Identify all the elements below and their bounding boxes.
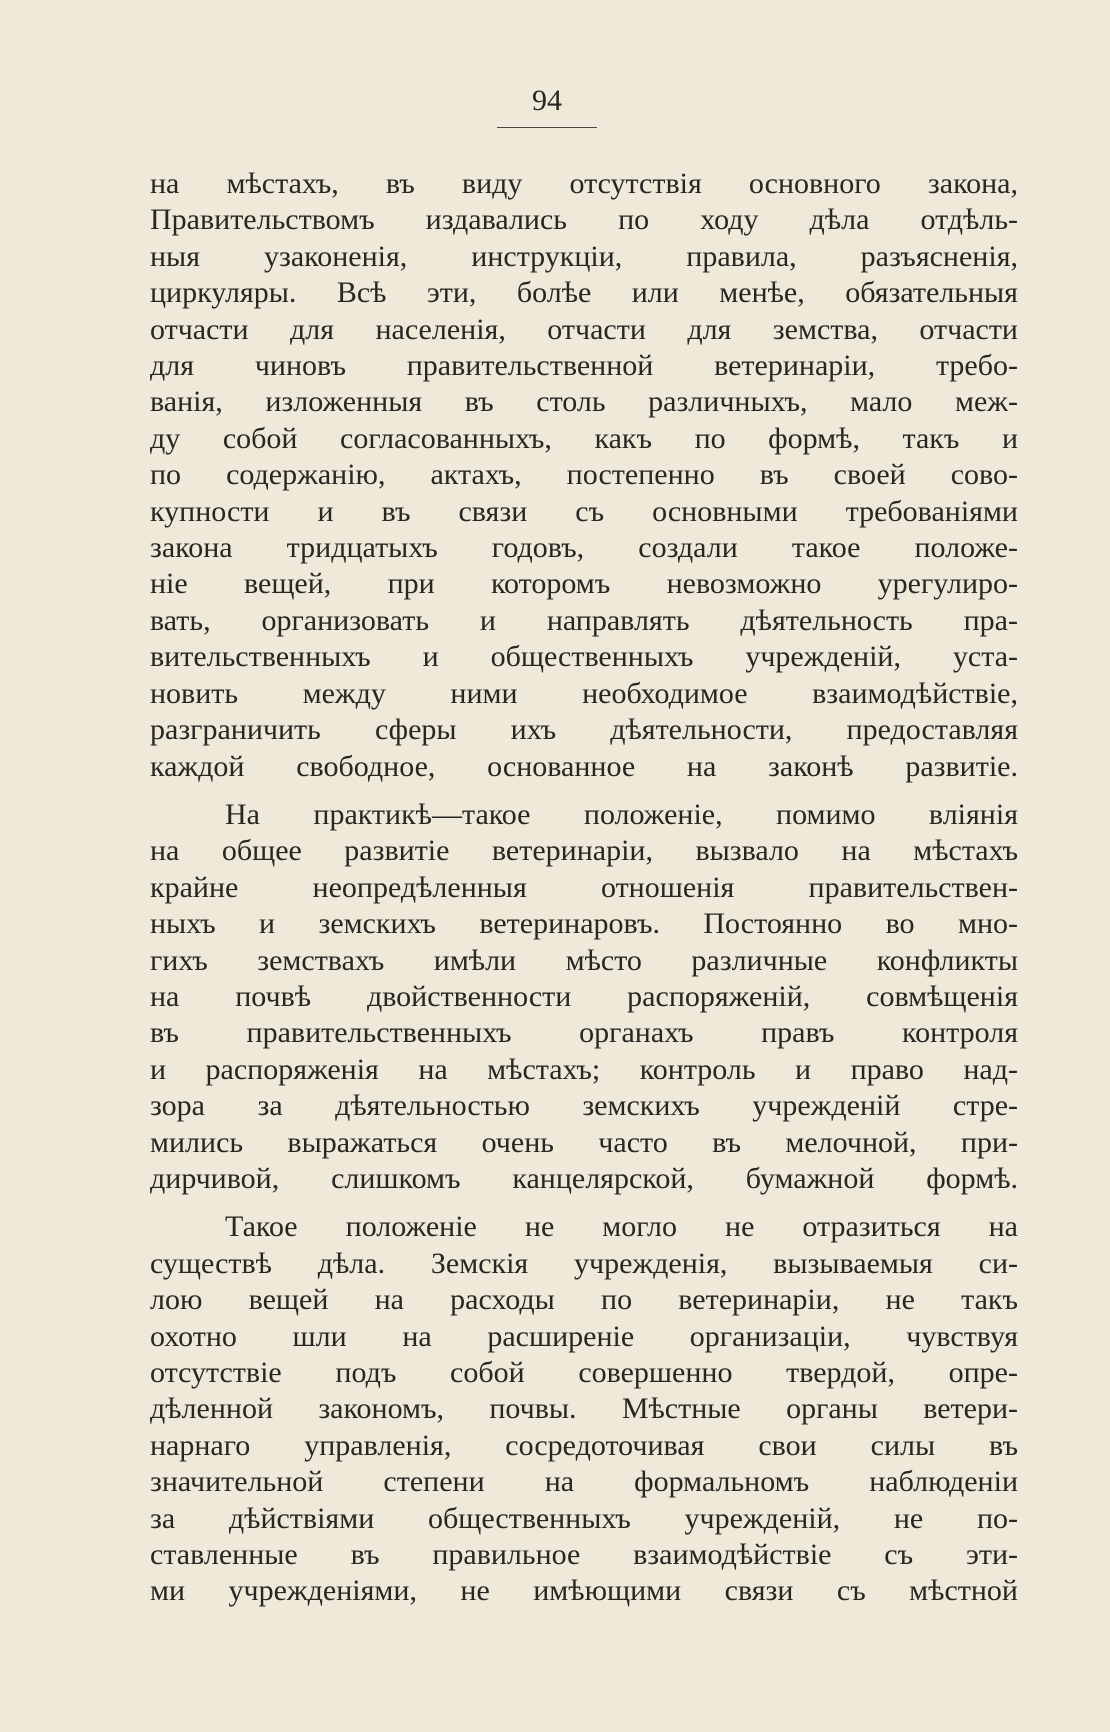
text-line: новить между ними необходимое взаимодѣйствіе, [150,676,1018,710]
page-number-rule [497,127,597,128]
text-line: для чиновъ правительственной ветеринаріи, требо- [150,349,1018,383]
text-line: ныхъ и земскихъ ветеринаровъ. Постоянно во мно- [150,907,1018,941]
text-line: на почвѣ двойственности распоряженій, совмѣщенія [150,979,1018,1013]
text-line: отсутствіе подъ собой совершенно твердой, опре- [150,1356,1018,1389]
text-line: охотно шли на расширеніе организаціи, чувствуя [150,1319,1018,1353]
text-line: ніе вещей, при которомъ невозможно урегулиро- [150,567,1018,601]
text-line: дирчивой, слишкомъ канцелярской, бумажной формѣ. [150,1161,1018,1195]
text-line: въ правительственныхъ органахъ правъ контроля [150,1016,1018,1050]
text-line: разграничить сферы ихъ дѣятельности, предоставляя [150,713,1018,747]
text-line: дѣленной закономъ, почвы. Мѣстные органы ветери- [150,1392,1018,1426]
text-line: закона тридцатыхъ годовъ, создали такое положе- [150,531,1018,565]
text-line: ныя узаконенія, инструкціи, правила, разъясненія, [150,239,1018,273]
text-line: ставленные въ правильное взаимодѣйствіе съ эти- [150,1538,1018,1572]
text-line: существѣ дѣла. Земскія учрежденія, вызываемыя си- [150,1246,1018,1280]
text-line: на общее развитіе ветеринаріи, вызвало на мѣстахъ [150,834,1018,868]
text-line: мились выражаться очень часто въ мелочной, при- [150,1125,1018,1159]
text-line: на мѣстахъ, въ виду отсутствія основного закона, [150,167,1018,200]
text-line: вать, организовать и направлять дѣятельность пра- [150,603,1018,637]
paragraph [150,797,1018,1197]
text-line: зора за дѣятельностью земскихъ учрежденій стре- [150,1089,1018,1123]
text-line: Правительствомъ издавались по ходу дѣла отдѣль- [150,203,1018,237]
text-line: гихъ земствахъ имѣли мѣсто различные конфликты [150,943,1018,977]
text-line: ми учрежденіями, не имѣющими связи съ мѣстной [150,1574,1018,1608]
text-line: Такое положеніе не могло не отразиться на [225,1210,1018,1244]
text-line: отчасти для населенія, отчасти для земства, отчасти [150,312,1018,346]
text-line: значительной степени на формальномъ наблюденіи [150,1465,1018,1499]
paragraph [150,166,1018,785]
text-line: крайне неопредѣленныя отношенія правительствен- [150,870,1018,904]
text-line: циркуляры. Всѣ эти, болѣе или менѣе, обязательныя [150,276,1018,310]
text-line: На практикѣ—такое положеніе, помимо вліянія [225,797,1018,831]
text-line: и распоряженія на мѣстахъ; контроль и право над- [150,1052,1018,1086]
text-line: нарнаго управленія, сосредоточивая свои силы въ [150,1428,1018,1462]
paragraph [150,1209,1018,1609]
body-text [150,166,1018,1622]
text-line: вительственныхъ и общественныхъ учрежденій, уста- [150,640,1018,674]
text-line: по содержанію, актахъ, постепенно въ своей сово- [150,458,1018,492]
page-number: 94 [532,84,562,117]
text-line: ванія, изложенныя въ столь различныхъ, мало меж- [150,385,1018,419]
text-line: за дѣйствіями общественныхъ учрежденій, не по- [150,1501,1018,1535]
text-line: каждой свободное, основанное на законѣ развитіе. [150,749,1018,783]
text-line: лою вещей на расходы по ветеринаріи, не такъ [150,1283,1018,1317]
text-line: ду собой согласованныхъ, какъ по формѣ, такъ и [150,421,1018,455]
text-line: купности и въ связи съ основными требованіями [150,494,1018,528]
